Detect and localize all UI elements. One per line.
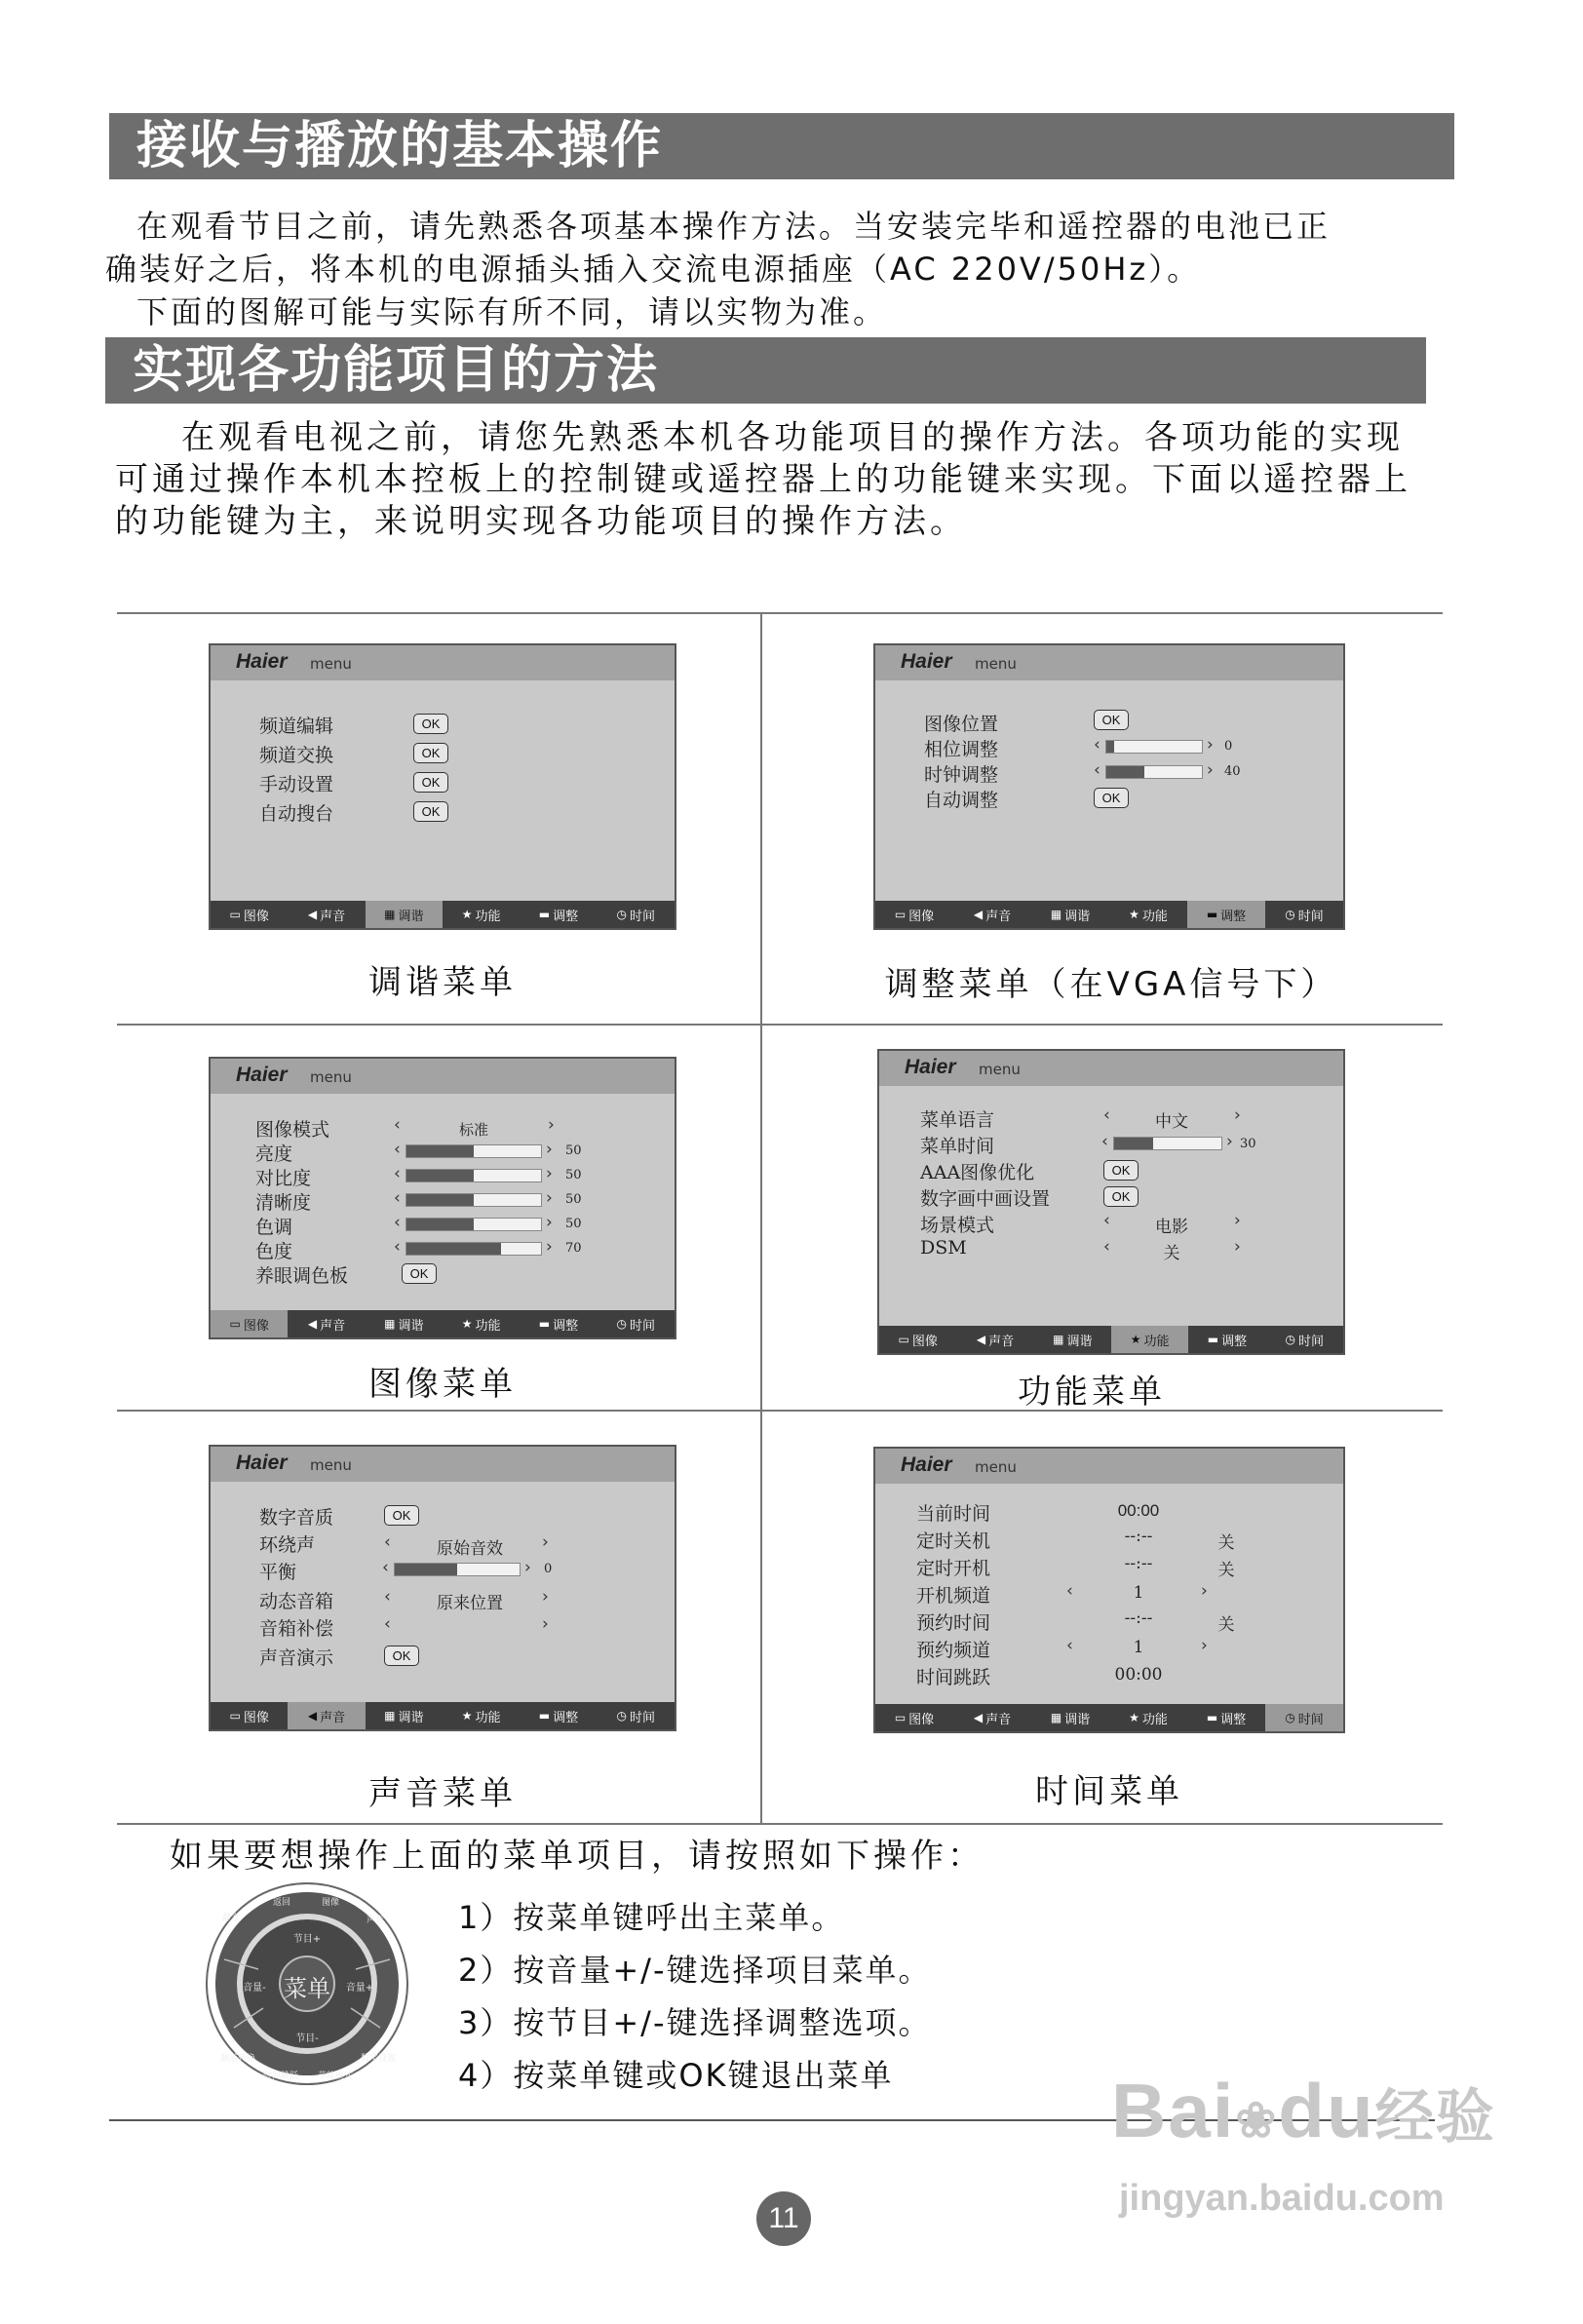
arrow-right-icon[interactable]: ›	[546, 1164, 553, 1183]
tab-sound[interactable]	[288, 1310, 365, 1337]
picture-item[interactable]: 亮度	[255, 1143, 293, 1165]
tuning-item[interactable]: 频道交换	[259, 745, 334, 766]
arrow-left-icon[interactable]: ‹	[394, 1164, 401, 1183]
func-paragraph-line1: 在观看电视之前，请您先熟悉本机各功能项目的操作方法。各项功能的实现	[181, 418, 1404, 457]
plug-icon: ▬	[538, 1317, 551, 1331]
remote-top-button[interactable]: 声音	[367, 1916, 385, 1925]
picture-level-slider[interactable]	[405, 1193, 542, 1207]
tab-label: 调整	[1221, 1334, 1248, 1349]
picture-menu-screen	[209, 1057, 676, 1339]
tab-label: 功能	[475, 1318, 501, 1334]
clock-icon: ◷	[1285, 1711, 1295, 1724]
tab-sound[interactable]	[288, 1702, 365, 1729]
on-timer-state: 关	[1217, 1561, 1235, 1580]
arrow-right-icon[interactable]: ›	[548, 1115, 555, 1135]
star-icon: ★	[461, 1317, 473, 1331]
grid-icon: ▦	[1053, 1333, 1064, 1346]
tab-adjust[interactable]	[520, 901, 597, 928]
arrow-right-icon[interactable]: ›	[546, 1188, 553, 1208]
tab-label: 调整	[1220, 1712, 1247, 1727]
arrow-left-icon[interactable]: ‹	[384, 1532, 391, 1552]
tuning-menu-screen	[209, 643, 676, 930]
tab-label: 图像	[908, 909, 935, 924]
tab-label: 时间	[630, 909, 656, 924]
plug-icon: ▬	[1206, 908, 1218, 921]
phase-slider[interactable]	[1105, 740, 1203, 754]
picture-item[interactable]: 图像模式	[255, 1119, 330, 1141]
arrow-left-icon[interactable]: ‹	[1103, 1237, 1110, 1257]
tab-label: 声音	[985, 909, 1012, 924]
power-on-channel-value: 1	[1133, 1583, 1144, 1603]
tab-adjust[interactable]	[520, 1310, 597, 1337]
slider-fill	[406, 1219, 474, 1230]
section-header-functions: 实现各功能项目的方法	[105, 337, 1426, 404]
grid-line-top	[117, 612, 1443, 614]
vga-menu-screen	[873, 643, 1345, 930]
menu-label: menu	[310, 1068, 352, 1086]
page-number: 11	[756, 2191, 811, 2246]
arrow-left-icon[interactable]: ‹	[394, 1188, 401, 1208]
speaker-value: 原来位置	[437, 1594, 503, 1613]
ok-button[interactable]: OK	[402, 1263, 437, 1284]
arrow-left-icon[interactable]: ‹	[382, 1558, 389, 1577]
tab-label: 功能	[1141, 909, 1168, 924]
picture-level-value: 50	[565, 1168, 582, 1182]
tab-label: 时间	[630, 1710, 656, 1725]
speaker-icon: ◀	[973, 908, 984, 921]
vga-item[interactable]: 相位调整	[924, 739, 999, 760]
tab-adjust[interactable]	[1187, 1704, 1265, 1731]
sound-caption: 声音菜单	[368, 1774, 517, 1813]
arrow-left-icon[interactable]: ‹	[1066, 1636, 1073, 1655]
haier-logo: Haier	[236, 650, 288, 673]
arrow-left-icon[interactable]: ‹	[1103, 1105, 1110, 1125]
vga-item[interactable]: 图像位置	[924, 714, 999, 735]
slider-fill	[406, 1243, 501, 1255]
remote-top-button[interactable]: 图像	[322, 1898, 340, 1908]
section-header-basic: 接收与播放的基本操作	[109, 113, 1454, 179]
func-paragraph-line2: 可通过操作本机本控板上的控制键或遥控器上的功能键来实现。下面以遥控器上	[115, 460, 1411, 499]
arrow-right-icon[interactable]: ›	[1234, 1105, 1241, 1125]
arrow-right-icon[interactable]: ›	[542, 1587, 549, 1607]
dsm-value: 关	[1163, 1244, 1180, 1263]
menu-label: menu	[975, 1458, 1017, 1476]
clock-icon: ◷	[1285, 1333, 1296, 1346]
slider-fill	[1114, 1138, 1153, 1149]
function-item[interactable]: 菜单语言	[920, 1109, 995, 1131]
arrow-left-icon[interactable]: ‹	[394, 1237, 401, 1257]
plug-icon: ▬	[538, 1709, 551, 1723]
tab-label: 调谐	[398, 1318, 424, 1334]
tab-label: 调整	[553, 1318, 579, 1334]
tab-label: 调整	[1220, 909, 1247, 924]
tab-label: 时间	[630, 1318, 656, 1334]
tv-icon: ▭	[229, 908, 241, 921]
tab-tuning[interactable]	[1031, 901, 1109, 928]
sound-menu-screen	[209, 1445, 676, 1731]
grid-icon: ▦	[1050, 908, 1062, 921]
vga-item[interactable]: 自动调整	[924, 790, 999, 811]
tab-label: 图像	[243, 1710, 269, 1725]
ok-button[interactable]: OK	[413, 743, 448, 763]
sound-item[interactable]: 声音演示	[259, 1647, 334, 1669]
picture-item[interactable]: 色调	[255, 1217, 293, 1238]
grid-line-bottom	[117, 1823, 1443, 1825]
remote-volume-up[interactable]: 音量+	[345, 1983, 374, 1994]
tab-adjust[interactable]	[520, 1702, 597, 1729]
instruction-step: 4）按菜单键或OK键退出菜单	[458, 2057, 894, 2094]
tab-label: 调谐	[1064, 909, 1091, 924]
instruction-step: 3）按节目+/-键选择调整选项。	[458, 2004, 932, 2041]
remote-bottom-button[interactable]: 时间跳跃	[263, 2072, 299, 2081]
reserve-time-state: 关	[1217, 1615, 1235, 1635]
plug-icon: ▬	[538, 908, 551, 921]
current-time-value: 00:00	[1117, 1501, 1160, 1520]
instruction-step: 1）按菜单键呼出主菜单。	[458, 1899, 845, 1936]
time-item[interactable]: 开机频道	[916, 1585, 991, 1607]
tab-sound[interactable]	[953, 901, 1031, 928]
slider-fill	[406, 1170, 474, 1181]
scene-value: 电影	[1155, 1218, 1188, 1237]
picture-level-slider[interactable]	[405, 1169, 542, 1182]
arrow-left-icon[interactable]: ‹	[394, 1115, 401, 1135]
tv-icon: ▭	[898, 1333, 909, 1346]
picture-level-value: 70	[565, 1241, 582, 1256]
menu-label: menu	[310, 655, 352, 673]
slider-fill	[1106, 741, 1114, 753]
reserve-time-value: --:--	[1124, 1608, 1153, 1628]
arrow-right-icon[interactable]: ›	[524, 1558, 531, 1577]
on-timer-value: --:--	[1124, 1554, 1153, 1573]
tab-picture[interactable]	[211, 1702, 288, 1729]
picture-level-value: 50	[565, 1192, 582, 1207]
arrow-left-icon[interactable]: ‹	[394, 1213, 401, 1232]
haier-logo: Haier	[236, 1452, 288, 1474]
tuning-item[interactable]: 频道编辑	[259, 716, 334, 737]
arrow-right-icon[interactable]: ›	[542, 1614, 549, 1634]
tab-label: 时间	[1297, 1712, 1324, 1727]
ok-button[interactable]: OK	[1103, 1186, 1139, 1207]
clock-slider[interactable]	[1105, 765, 1203, 779]
instruction-step: 2）按音量+/-键选择项目菜单。	[458, 1952, 932, 1989]
baidu-watermark	[1111, 2067, 1496, 2155]
menu-label: menu	[979, 1061, 1021, 1078]
ok-button[interactable]: OK	[413, 772, 448, 793]
picture-caption: 图像菜单	[368, 1365, 517, 1404]
arrow-right-icon[interactable]: ›	[1234, 1211, 1241, 1230]
tab-label: 调谐	[398, 1710, 424, 1725]
tab-function[interactable]	[443, 901, 520, 928]
sound-item[interactable]: 环绕声	[259, 1534, 316, 1556]
watermark-suffix: du	[1278, 2068, 1375, 2153]
menu-time-value: 30	[1240, 1137, 1256, 1151]
speaker-icon: ◀	[973, 1711, 984, 1724]
clock-icon: ◷	[616, 908, 628, 921]
tv-icon: ▭	[229, 1317, 241, 1331]
menu-time-slider[interactable]	[1113, 1137, 1222, 1150]
tab-function[interactable]	[443, 1702, 520, 1729]
watermark-cn: 经验	[1374, 2084, 1496, 2150]
watermark-brand: Bai	[1111, 2068, 1236, 2153]
instructions-intro: 如果要想操作上面的菜单项目，请按照如下操作：	[170, 1837, 985, 1876]
remote-channel-down[interactable]: 节目-	[295, 2034, 319, 2044]
ok-button[interactable]: OK	[1094, 788, 1129, 808]
tab-function[interactable]	[1111, 1326, 1188, 1353]
grid-icon: ▦	[1050, 1711, 1062, 1724]
time-jump-value: 00:00	[1114, 1665, 1163, 1685]
tab-label: 功能	[1143, 1334, 1170, 1349]
tv-icon: ▭	[894, 1711, 907, 1724]
ok-button[interactable]: OK	[384, 1646, 419, 1666]
menu-label: menu	[310, 1456, 352, 1474]
tab-label: 调谐	[1064, 1712, 1091, 1727]
sound-item[interactable]: 数字音质	[259, 1507, 334, 1529]
menu-tab-bar	[875, 1704, 1343, 1731]
remote-channel-up[interactable]: 节目+	[292, 1934, 322, 1945]
tab-picture[interactable]	[875, 1704, 953, 1731]
star-icon: ★	[461, 1709, 473, 1723]
arrow-left-icon[interactable]: ‹	[394, 1140, 401, 1159]
remote-top-button[interactable]: 静音	[222, 1914, 241, 1923]
tab-label: 图像	[243, 1318, 269, 1334]
picture-mode-value: 标准	[458, 1121, 488, 1139]
function-menu-screen	[877, 1049, 1345, 1355]
vga-caption: 调整菜单（在VGA信号下）	[884, 965, 1338, 1004]
plug-icon: ▬	[1207, 1333, 1219, 1346]
ok-button[interactable]: OK	[384, 1505, 419, 1526]
arrow-left-icon[interactable]: ‹	[1066, 1581, 1073, 1601]
tab-sound[interactable]	[288, 901, 365, 928]
tab-time[interactable]	[1265, 901, 1343, 928]
menu-tab-bar	[211, 1702, 675, 1729]
remote-volume-down[interactable]: 音量-	[243, 1983, 266, 1994]
surround-value: 原始音效	[437, 1539, 503, 1559]
func-paragraph-line3: 的功能键为主，来说明实现各功能项目的操作方法。	[115, 502, 967, 541]
tab-label: 图像	[908, 1712, 935, 1727]
tab-function[interactable]	[1109, 1704, 1187, 1731]
grid-line-row1	[117, 1024, 1443, 1026]
balance-slider[interactable]	[394, 1563, 521, 1576]
remote-top-button[interactable]: 返回	[273, 1898, 291, 1908]
tab-label: 功能	[475, 909, 501, 924]
haier-logo: Haier	[901, 1453, 952, 1476]
arrow-right-icon[interactable]: ›	[1201, 1636, 1208, 1655]
tv-icon: ▭	[229, 1709, 241, 1723]
tab-label: 图像	[911, 1334, 938, 1349]
sound-item[interactable]: 音箱补偿	[259, 1618, 334, 1640]
time-item[interactable]: 预约时间	[916, 1612, 991, 1634]
menu-tab-bar	[211, 901, 675, 928]
tab-label: 声音	[988, 1334, 1015, 1349]
speaker-icon: ◀	[976, 1333, 986, 1346]
function-item[interactable]: 菜单时间	[920, 1136, 995, 1157]
time-item[interactable]: 定时开机	[916, 1558, 991, 1579]
star-icon: ★	[1130, 1333, 1141, 1346]
tab-tuning[interactable]	[366, 1310, 443, 1337]
tab-tuning[interactable]	[366, 1702, 443, 1729]
slider-fill	[1106, 766, 1144, 778]
arrow-left-icon[interactable]: ‹	[384, 1587, 391, 1607]
tuning-item[interactable]: 自动搜台	[259, 803, 334, 825]
grid-icon: ▦	[384, 908, 396, 921]
arrow-left-icon[interactable]: ‹	[384, 1614, 391, 1634]
tab-time[interactable]	[1266, 1326, 1343, 1353]
ok-button[interactable]: OK	[1103, 1160, 1139, 1181]
arrow-right-icon[interactable]: ›	[1234, 1237, 1241, 1257]
tab-time[interactable]	[598, 1702, 675, 1729]
language-value: 中文	[1155, 1112, 1188, 1132]
off-timer-value: --:--	[1124, 1527, 1153, 1546]
tab-tuning[interactable]	[1031, 1704, 1109, 1731]
tab-function[interactable]	[1109, 901, 1187, 928]
picture-level-value: 50	[565, 1217, 582, 1231]
picture-level-slider[interactable]	[405, 1144, 542, 1158]
tab-sound[interactable]	[956, 1326, 1033, 1353]
sound-item[interactable]: 平衡	[259, 1562, 297, 1583]
clock-icon: ◷	[616, 1709, 628, 1723]
picture-level-slider[interactable]	[405, 1218, 542, 1231]
speaker-icon: ◀	[307, 1317, 318, 1331]
ok-button[interactable]: OK	[1094, 710, 1129, 730]
tab-picture[interactable]	[211, 901, 288, 928]
tab-adjust[interactable]	[1188, 1326, 1265, 1353]
tab-picture[interactable]	[879, 1326, 956, 1353]
reserve-channel-value: 1	[1133, 1638, 1144, 1657]
function-caption: 功能菜单	[1018, 1373, 1166, 1412]
basic-paragraph-line2: 确装好之后，将本机的电源插头插入交流电源插座（AC 220V/50Hz）。	[105, 251, 1202, 288]
off-timer-state: 关	[1217, 1533, 1235, 1553]
slider-fill	[395, 1564, 457, 1575]
tab-time[interactable]	[598, 901, 675, 928]
time-caption: 时间菜单	[1035, 1772, 1183, 1811]
star-icon: ★	[1129, 908, 1139, 921]
tab-adjust[interactable]	[1187, 901, 1265, 928]
picture-level-value: 50	[565, 1143, 582, 1158]
tab-label: 功能	[1141, 1712, 1168, 1727]
speaker-icon: ◀	[307, 1709, 318, 1723]
arrow-right-icon[interactable]: ›	[1207, 760, 1214, 780]
remote-menu-key[interactable]: 菜单	[284, 1975, 330, 2002]
tab-picture[interactable]	[875, 901, 953, 928]
paw-icon: ❀	[1235, 2093, 1279, 2148]
sound-item[interactable]: 动态音箱	[259, 1591, 334, 1612]
time-item[interactable]: 预约频道	[916, 1640, 991, 1661]
haier-logo: Haier	[905, 1056, 956, 1078]
tab-label: 声音	[985, 1712, 1012, 1727]
tab-label: 调谐	[398, 909, 424, 924]
grid-icon: ▦	[384, 1709, 396, 1723]
plug-icon: ▬	[1206, 1711, 1218, 1724]
speaker-icon: ◀	[307, 908, 318, 921]
arrow-right-icon[interactable]: ›	[546, 1140, 553, 1159]
remote-bottom-button[interactable]: 数字设置	[361, 2054, 397, 2064]
remote-bottom-button[interactable]: 频道转换	[220, 2054, 256, 2064]
tab-time[interactable]	[598, 1310, 675, 1337]
menu-tab-bar	[211, 1310, 675, 1337]
menu-tab-bar	[879, 1326, 1343, 1353]
watermark-url: jingyan.baidu.com	[1119, 2178, 1445, 2219]
slider-fill	[406, 1194, 474, 1206]
tab-tuning[interactable]	[1034, 1326, 1111, 1353]
tab-label: 调整	[553, 909, 579, 924]
haier-logo: Haier	[901, 650, 952, 673]
vga-item[interactable]: 时钟调整	[924, 764, 999, 786]
tuning-item[interactable]: 手动设置	[259, 774, 334, 795]
tab-sound[interactable]	[953, 1704, 1031, 1731]
arrow-right-icon[interactable]: ›	[1226, 1132, 1233, 1151]
picture-level-slider[interactable]	[405, 1242, 542, 1256]
clock-icon: ◷	[1285, 908, 1295, 921]
slider-fill	[406, 1145, 474, 1157]
grid-icon: ▦	[384, 1317, 396, 1331]
grid-line-center	[760, 614, 762, 1823]
arrow-left-icon[interactable]: ‹	[1094, 760, 1100, 780]
clock-icon: ◷	[616, 1317, 628, 1331]
ok-button[interactable]: OK	[413, 714, 448, 734]
tab-picture[interactable]	[211, 1310, 288, 1337]
tab-label: 图像	[243, 909, 269, 924]
arrow-left-icon[interactable]: ‹	[1094, 735, 1100, 755]
tab-label: 调谐	[1066, 1334, 1093, 1349]
function-item[interactable]: 场景模式	[920, 1215, 995, 1236]
tab-label: 声音	[320, 909, 346, 924]
clock-value: 40	[1224, 764, 1241, 779]
tuning-caption: 调谐菜单	[368, 963, 517, 1002]
function-item[interactable]: 数字画中画设置	[920, 1188, 1051, 1210]
function-item[interactable]: AAA图像优化	[920, 1162, 1035, 1183]
time-item[interactable]: 时间跳跃	[916, 1667, 991, 1688]
time-menu-screen	[873, 1447, 1345, 1733]
tab-label: 声音	[320, 1318, 346, 1334]
time-item[interactable]: 定时关机	[916, 1530, 991, 1552]
tab-time[interactable]	[1265, 1704, 1343, 1731]
star-icon: ★	[1129, 1711, 1139, 1724]
function-item[interactable]: DSM	[920, 1237, 967, 1259]
picture-item[interactable]: 对比度	[255, 1168, 312, 1189]
tab-label: 功能	[475, 1710, 501, 1725]
remote-bottom-button[interactable]: 节能模式	[318, 2072, 354, 2081]
tab-label: 时间	[1297, 909, 1324, 924]
tab-label: 声音	[320, 1710, 346, 1725]
picture-item[interactable]: 养眼调色板	[255, 1265, 349, 1287]
tab-label: 时间	[1298, 1334, 1325, 1349]
phase-value: 0	[1224, 739, 1233, 754]
arrow-left-icon[interactable]: ‹	[1103, 1211, 1110, 1230]
arrow-right-icon[interactable]: ›	[546, 1213, 553, 1232]
tv-icon: ▭	[894, 908, 907, 921]
tab-function[interactable]	[443, 1310, 520, 1337]
balance-value: 0	[544, 1562, 553, 1576]
arrow-right-icon[interactable]: ›	[1201, 1581, 1208, 1601]
menu-tab-bar	[875, 901, 1343, 928]
arrow-right-icon[interactable]: ›	[546, 1237, 553, 1257]
picture-item[interactable]: 色度	[255, 1241, 293, 1262]
tab-label: 调整	[553, 1710, 579, 1725]
haier-logo: Haier	[236, 1064, 288, 1086]
basic-paragraph-line1: 在观看节目之前，请先熟悉各项基本操作方法。当安装完毕和遥控器的电池已正	[136, 208, 1332, 245]
tab-tuning[interactable]	[366, 901, 443, 928]
arrow-right-icon[interactable]: ›	[1207, 735, 1214, 755]
star-icon: ★	[461, 908, 473, 921]
arrow-right-icon[interactable]: ›	[542, 1532, 549, 1552]
menu-label: menu	[975, 655, 1017, 673]
picture-item[interactable]: 清晰度	[255, 1192, 312, 1214]
time-item[interactable]: 当前时间	[916, 1503, 991, 1525]
basic-paragraph-line3: 下面的图解可能与实际有所不同，请以实物为准。	[136, 293, 888, 330]
arrow-left-icon[interactable]: ‹	[1101, 1132, 1108, 1151]
ok-button[interactable]: OK	[413, 801, 448, 822]
